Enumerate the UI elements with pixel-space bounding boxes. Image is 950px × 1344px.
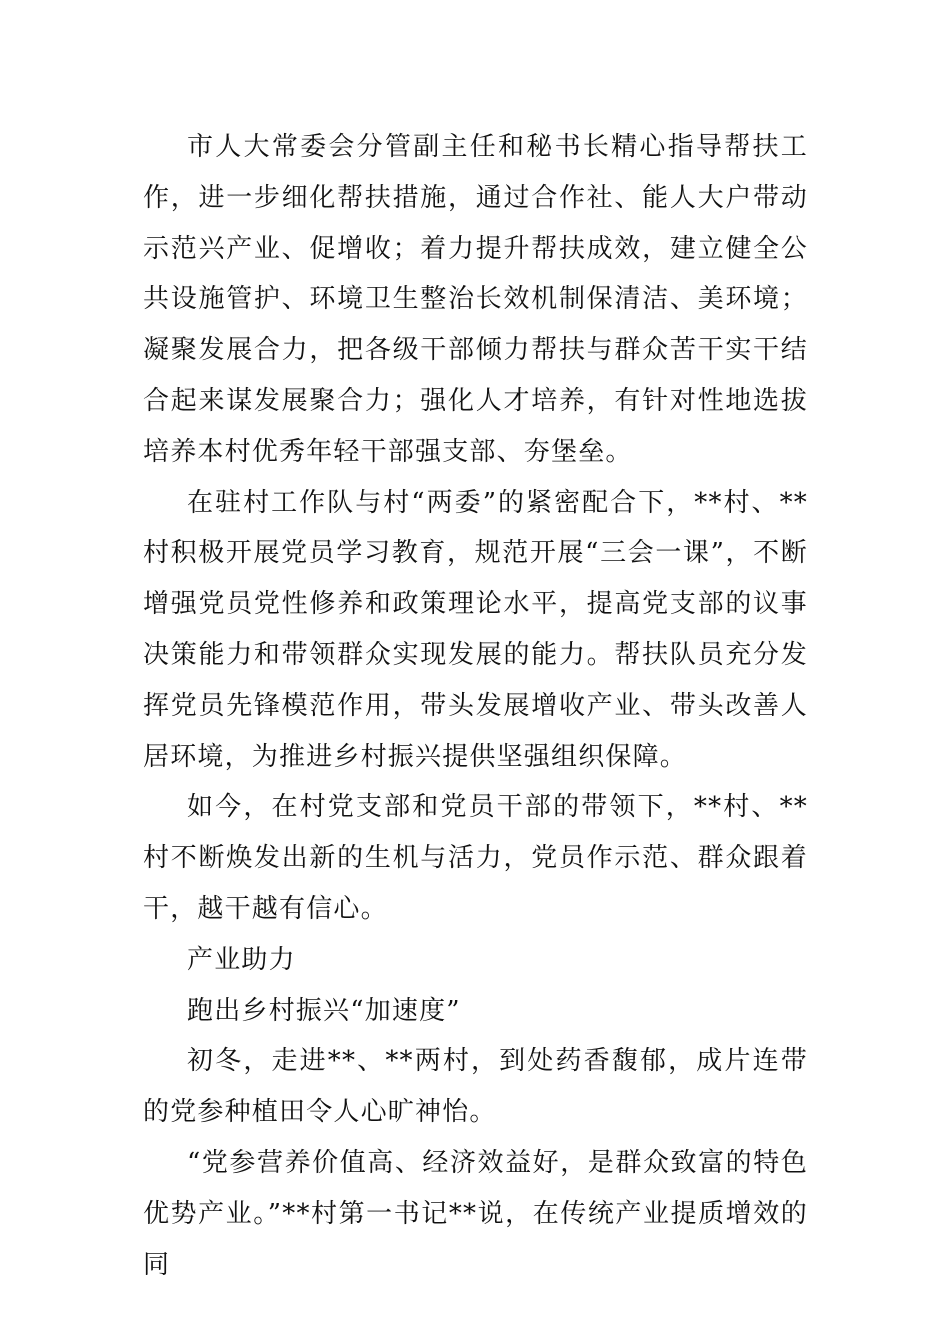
paragraph-leadership: 市人大常委会分管副主任和秘书长精心指导帮扶工作，进一步细化帮扶措施，通过合作社、能人大户带动示范兴产业、促增收；着力提升帮扶成效，建立健全公共设施管护、环境卫生整治长效机制保清洁、美环境；凝聚发展合力，把各级干部倾力帮扶与群众苦干实干结合起来谋发展聚合力；强化人才培养，有针对性地选拔培养本村优秀年轻干部强支部、夯堡垒。 <box>143 132 808 467</box>
document-body <box>143 122 808 1290</box>
section-heading: 产业助力 <box>187 944 296 975</box>
paragraph-codonopsis: “党参营养价值高、经济效益好，是群众致富的特色优势产业。”**村第一书记**说，在传统产业提质增效的同 <box>143 1147 808 1280</box>
paragraph-party-education: 在驻村工作队与村“两委”的紧密配合下，**村、**村积极开展党员学习教育，规范开展“三会一课”，不断增强党员党性修养和政策理论水平，提高党支部的议事决策能力和带领群众实现发展的能力。帮扶队员充分发挥党员先锋模范作用，带头发展增收产业、带头改善人居环境，为推进乡村振兴提供坚强组织保障。 <box>143 487 808 772</box>
paragraph-early-winter: 初冬，走进**、**两村，到处药香馥郁，成片连带的党参种植田令人心旷神怡。 <box>143 1046 808 1128</box>
paragraph-vitality: 如今，在村党支部和党员干部的带领下，**村、**村不断焕发出新的生机与活力，党员作示范、群众跟着干，越干越有信心。 <box>143 792 808 924</box>
section-subheading: 跑出乡村振兴“加速度” <box>187 995 461 1026</box>
